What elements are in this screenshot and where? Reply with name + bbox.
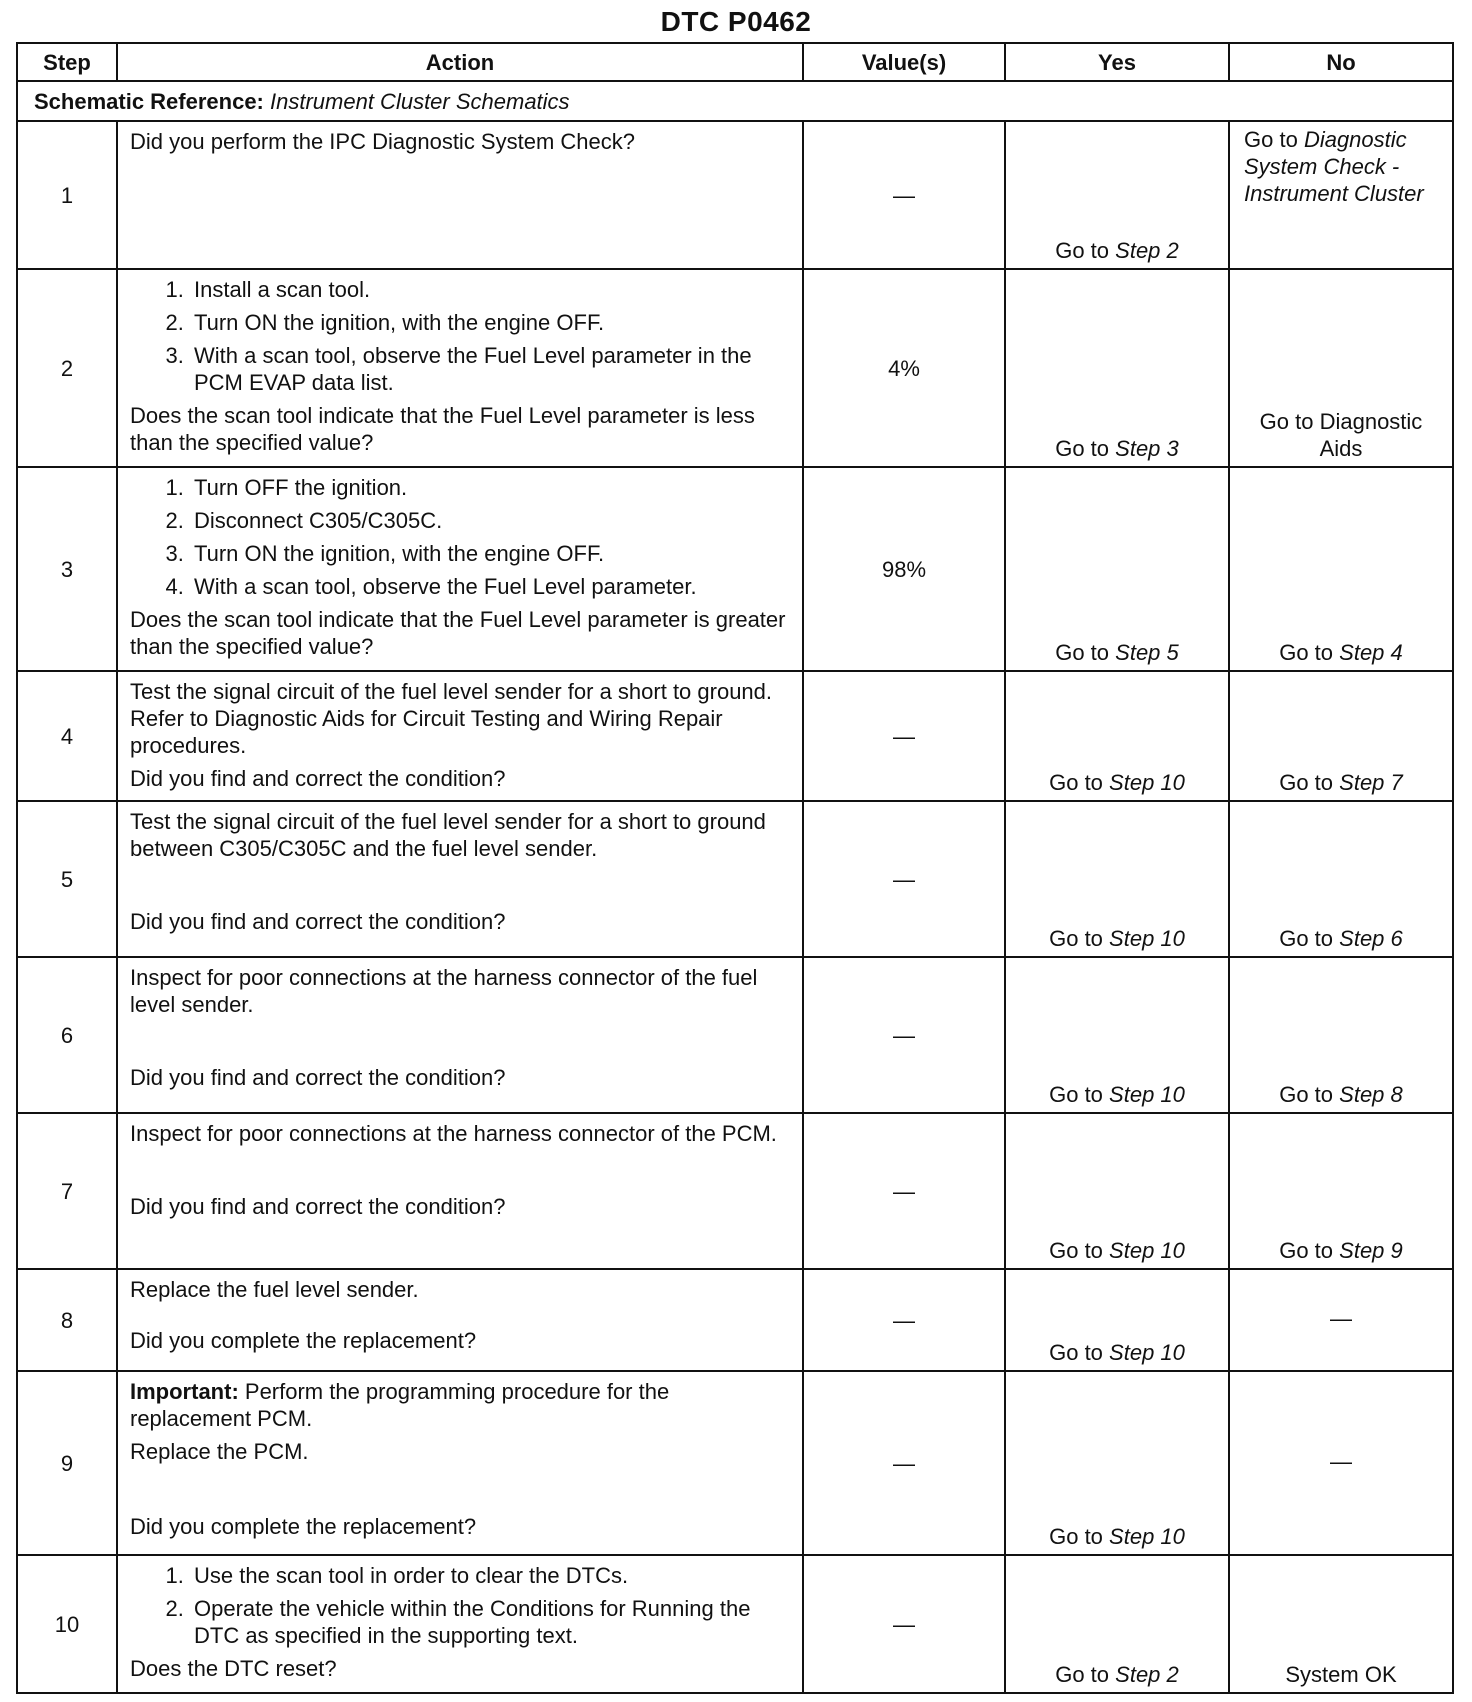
important-label: Important:	[130, 1379, 239, 1404]
value-cell: —	[803, 1555, 1005, 1693]
table-row	[17, 1555, 1453, 1693]
action-cell	[117, 1113, 803, 1269]
no-cell: —	[1229, 1269, 1453, 1371]
value-cell: —	[803, 121, 1005, 269]
step-number: 1	[17, 121, 117, 269]
action-question: Does the DTC reset?	[130, 1656, 337, 1681]
step-number: 5	[17, 801, 117, 957]
action-question: Did you find and correct the condition?	[130, 766, 506, 791]
header-row	[17, 43, 1453, 81]
schematic-link[interactable]: Instrument Cluster Schematics	[270, 88, 570, 114]
yes-link[interactable]: Step 10	[1109, 1524, 1185, 1549]
yes-link[interactable]: Step 5	[1115, 640, 1179, 665]
action-step: 1. Install a scan tool.	[190, 276, 792, 303]
action-cell	[117, 269, 803, 467]
value-cell: —	[803, 1113, 1005, 1269]
table-row	[17, 121, 1453, 269]
action-step: 3. Turn ON the ignition, with the engine OFF.	[190, 540, 792, 567]
no-prefix: Go to	[1279, 926, 1334, 951]
value-cell: 4%	[803, 269, 1005, 467]
table-row	[17, 467, 1453, 671]
action-cell	[117, 121, 803, 269]
step-number: 7	[17, 1113, 117, 1269]
no-link[interactable]: Step 8	[1339, 1082, 1403, 1107]
value-cell: —	[803, 1371, 1005, 1555]
action-cell	[117, 957, 803, 1113]
header-values: Value(s)	[803, 43, 1005, 81]
action-question: Did you find and correct the condition?	[130, 1065, 506, 1090]
action-question: Did you complete the replacement?	[130, 1514, 477, 1539]
yes-link[interactable]: Step 10	[1109, 1340, 1185, 1365]
yes-prefix: Go to	[1049, 1082, 1103, 1107]
action-text: Test the signal circuit of the fuel level sender for a short to ground. Refer to Diagnostic Aids for Circuit Testing and Wiring Repair procedures.	[130, 679, 773, 758]
no-cell	[1229, 801, 1453, 957]
no-cell: —	[1229, 1371, 1453, 1555]
yes-prefix: Go to	[1049, 770, 1103, 795]
yes-cell	[1005, 1555, 1229, 1693]
step-number: 8	[17, 1269, 117, 1371]
yes-link[interactable]: Step 10	[1109, 1238, 1185, 1263]
yes-link[interactable]: Step 2	[1115, 238, 1179, 263]
no-prefix: Go to	[1279, 770, 1334, 795]
yes-prefix: Go to	[1055, 436, 1110, 461]
step-number: 3	[17, 467, 117, 671]
table-row	[17, 1269, 1453, 1371]
no-cell	[1229, 671, 1453, 801]
important-text: Perform the programming procedure for the replacement PCM.	[130, 1379, 670, 1431]
no-prefix: Go to	[1279, 1082, 1334, 1107]
no-cell	[1229, 467, 1453, 671]
yes-link[interactable]: Step 3	[1115, 436, 1179, 461]
action-text: Replace the fuel level sender.	[130, 1277, 419, 1302]
value-cell: —	[803, 671, 1005, 801]
page-title: DTC P0462	[660, 6, 812, 37]
step-number: 4	[17, 671, 117, 801]
value-cell: —	[803, 801, 1005, 957]
action-text: Replace the PCM.	[130, 1439, 309, 1464]
action-cell	[117, 801, 803, 957]
action-steps	[130, 474, 792, 600]
yes-link[interactable]: Step 2	[1115, 1662, 1179, 1687]
schematic-reference-row	[17, 81, 1453, 121]
step-number: 6	[17, 957, 117, 1113]
table-row	[17, 269, 1453, 467]
action-cell	[117, 671, 803, 801]
value-cell: —	[803, 1269, 1005, 1371]
step-number: 10	[17, 1555, 117, 1693]
yes-cell	[1005, 1269, 1229, 1371]
yes-cell	[1005, 801, 1229, 957]
important-note	[130, 1378, 792, 1432]
yes-prefix: Go to	[1055, 1662, 1110, 1687]
action-question: Did you find and correct the condition?	[130, 1194, 506, 1219]
action-step: 2. Operate the vehicle within the Conditions for Running the DTC as specified in the supporting text.	[190, 1595, 792, 1649]
no-link[interactable]: Step 6	[1339, 926, 1403, 951]
table-row	[17, 801, 1453, 957]
no-cell	[1229, 957, 1453, 1113]
value-cell: —	[803, 957, 1005, 1113]
no-cell	[1229, 121, 1453, 269]
yes-link[interactable]: Step 10	[1109, 770, 1185, 795]
schematic-reference	[17, 81, 1453, 121]
step-number: 2	[17, 269, 117, 467]
action-step: 2. Turn ON the ignition, with the engine OFF.	[190, 309, 792, 336]
no-prefix: Go to	[1279, 1238, 1334, 1263]
no-prefix: Go to	[1279, 640, 1334, 665]
yes-cell	[1005, 269, 1229, 467]
yes-prefix: Go to	[1049, 1238, 1103, 1263]
yes-cell	[1005, 467, 1229, 671]
no-cell	[1229, 269, 1453, 467]
yes-prefix: Go to	[1049, 1524, 1103, 1549]
header-action: Action	[117, 43, 803, 81]
header-no: No	[1229, 43, 1453, 81]
table-row	[17, 957, 1453, 1113]
action-step: 2. Disconnect C305/C305C.	[190, 507, 792, 534]
table-row	[17, 1371, 1453, 1555]
action-text: Did you perform the IPC Diagnostic System Check?	[130, 129, 635, 154]
action-question: Did you complete the replacement?	[130, 1328, 477, 1353]
action-question: Did you find and correct the condition?	[130, 909, 506, 934]
no-cell: System OK	[1229, 1555, 1453, 1693]
action-step: 4. With a scan tool, observe the Fuel Level parameter.	[190, 573, 792, 600]
yes-link[interactable]: Step 10	[1109, 926, 1185, 951]
yes-cell	[1005, 671, 1229, 801]
action-question: Does the scan tool indicate that the Fuel Level parameter is greater than the specified value?	[130, 607, 786, 659]
no-link[interactable]: Go to Diagnostic Aids	[1259, 409, 1423, 461]
no-link[interactable]: Step 9	[1339, 1238, 1403, 1263]
no-link[interactable]: Step 4	[1339, 640, 1403, 665]
action-cell	[117, 1555, 803, 1693]
no-prefix: Go to	[1244, 127, 1298, 152]
action-cell	[117, 1269, 803, 1371]
no-link[interactable]: Step 7	[1339, 770, 1403, 795]
action-step: 1. Turn OFF the ignition.	[190, 474, 792, 501]
step-number: 9	[17, 1371, 117, 1555]
action-step: 1. Use the scan tool in order to clear the DTCs.	[190, 1562, 792, 1589]
action-text: Inspect for poor connections at the harness connector of the PCM.	[130, 1121, 777, 1146]
yes-prefix: Go to	[1049, 926, 1103, 951]
table-row	[17, 671, 1453, 801]
yes-cell	[1005, 121, 1229, 269]
yes-cell	[1005, 1371, 1229, 1555]
header-yes: Yes	[1005, 43, 1229, 81]
diagnostic-table	[16, 42, 1454, 1694]
no-cell	[1229, 1113, 1453, 1269]
action-steps	[130, 1562, 792, 1649]
header-step: Step	[17, 43, 117, 81]
action-text: Test the signal circuit of the fuel level sender for a short to ground between C305/C305C and the fuel level sender.	[130, 809, 766, 861]
action-cell	[117, 1371, 803, 1555]
action-step: 3. With a scan tool, observe the Fuel Level parameter in the PCM EVAP data list.	[190, 342, 792, 396]
action-cell	[117, 467, 803, 671]
yes-prefix: Go to	[1055, 238, 1110, 263]
action-text: Inspect for poor connections at the harness connector of the fuel level sender.	[130, 965, 758, 1017]
value-cell: 98%	[803, 467, 1005, 671]
action-steps	[130, 276, 792, 396]
yes-prefix: Go to	[1049, 1340, 1103, 1365]
no-link[interactable]: Diagnostic System Check - Instrument Cluster	[1244, 127, 1424, 206]
yes-cell	[1005, 1113, 1229, 1269]
yes-link[interactable]: Step 10	[1109, 1082, 1185, 1107]
yes-cell	[1005, 957, 1229, 1113]
table-row	[17, 1113, 1453, 1269]
schematic-label: Schematic Reference:	[34, 88, 264, 114]
action-question: Does the scan tool indicate that the Fuel Level parameter is less than the specified value?	[130, 403, 755, 455]
yes-prefix: Go to	[1055, 640, 1110, 665]
